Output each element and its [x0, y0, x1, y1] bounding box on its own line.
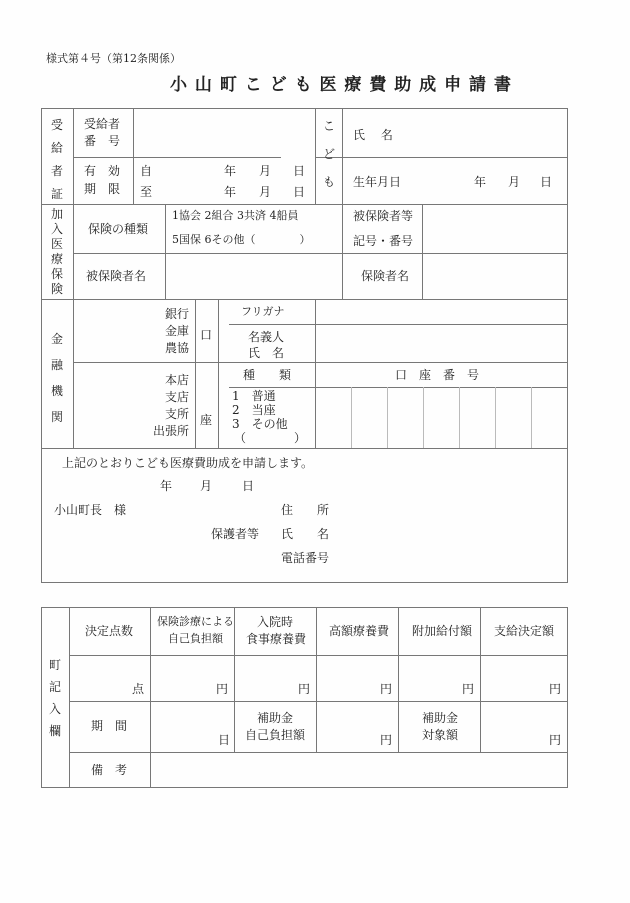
insurer-name-field[interactable]	[423, 254, 567, 298]
header-insured-self-pay: 自己負担額	[168, 632, 223, 645]
child-name-label: 氏 名	[353, 128, 393, 142]
account-type-label: 種 類	[243, 368, 292, 382]
birth-year: 年	[474, 175, 487, 189]
unit-yen: 円	[380, 682, 393, 696]
divider	[315, 108, 316, 204]
divider	[195, 299, 196, 448]
digit-divider	[351, 387, 352, 448]
bank-type-ja: 農協	[165, 341, 190, 355]
birth-day: 日	[540, 175, 553, 189]
insurance-type-options[interactable]: 1協会 2組合 3共済 4船員	[172, 209, 299, 222]
insurance-type-options[interactable]: 5国保 6その他（ ）	[172, 233, 311, 246]
furigana-label: フリガナ	[241, 305, 285, 318]
valid-from-label: 自	[140, 164, 153, 178]
valid-from-year: 年	[224, 164, 237, 178]
remarks-label: 備 考	[91, 763, 128, 777]
divider	[316, 607, 317, 752]
insured-symbol-label: 被保険者等	[353, 209, 414, 223]
town-use-section-label: 町記入欄	[48, 658, 61, 738]
recipient-number-label: 受給者	[84, 117, 121, 131]
subsidy-self-pay-label: 自己負担額	[245, 728, 306, 742]
guardian-name-label: 氏 名	[281, 527, 330, 541]
page-title: 小 山 町 こ ど も 医 療 費 助 成 申 請 書	[170, 75, 512, 95]
branch-type-branch: 支店	[165, 390, 190, 404]
branch-type-office: 出張所	[153, 424, 190, 438]
guardian-label: 保護者等	[211, 527, 260, 541]
header-hospital-meal: 入院時	[257, 615, 294, 629]
form-number: 様式第４号（第12条関係）	[46, 52, 181, 65]
declaration-year: 年	[160, 479, 173, 493]
phone-label: 電話番号	[281, 551, 330, 565]
subsidy-self-pay-unit: 円	[380, 733, 393, 747]
unit-points: 点	[132, 682, 145, 696]
header-insured-self-pay: 保険診療による	[157, 615, 234, 628]
unit-yen: 円	[462, 682, 475, 696]
declaration-day: 日	[242, 479, 255, 493]
valid-to-month: 月	[259, 185, 272, 199]
subsidy-self-pay-label: 補助金	[257, 711, 294, 725]
divider	[73, 157, 281, 158]
recipient-certificate-section-label: 受給者証	[50, 118, 63, 201]
bank-type-shinkin: 金庫	[165, 324, 190, 338]
insurer-name-label: 保険者名	[361, 269, 410, 283]
insured-name-field[interactable]	[166, 254, 341, 298]
financial-institution-section-label: 金融機関	[50, 332, 63, 424]
insured-symbol-label: 記号・番号	[353, 234, 414, 248]
digit-divider	[459, 387, 460, 448]
account-label-bottom: 座	[200, 413, 213, 427]
unit-yen: 円	[298, 682, 311, 696]
validity-label: 有 効	[84, 164, 121, 178]
account-number-label: 口 座 番 号	[395, 368, 480, 382]
unit-yen: 円	[549, 682, 562, 696]
child-birthdate-label: 生年月日	[353, 175, 402, 189]
valid-to-day: 日	[293, 185, 306, 199]
divider	[342, 108, 343, 299]
validity-label: 期 限	[84, 182, 121, 196]
account-type-other-detail: （ ）	[234, 431, 307, 445]
account-type-ordinary[interactable]: 1 普通	[232, 389, 276, 403]
subsidy-target-label: 対象額	[422, 728, 459, 742]
insured-symbol-field[interactable]	[423, 205, 567, 252]
addressee: 小山町長 様	[54, 503, 127, 517]
divider	[69, 607, 70, 788]
divider	[69, 655, 568, 656]
subsidy-target-unit: 円	[549, 733, 562, 747]
valid-to-label: 至	[140, 185, 153, 199]
branch-type-main: 本店	[165, 373, 190, 387]
branch-type-sub: 支所	[165, 407, 190, 421]
valid-to-year: 年	[224, 185, 237, 199]
account-type-other[interactable]: 3 その他	[232, 417, 288, 431]
remarks-field[interactable]	[151, 753, 567, 787]
divider	[316, 157, 568, 158]
account-holder-field[interactable]	[316, 325, 567, 361]
divider	[480, 607, 481, 752]
bank-type-bank: 銀行	[165, 307, 190, 321]
recipient-number-field[interactable]	[134, 109, 314, 156]
account-holder-label: 名義人	[248, 330, 285, 344]
declaration-month: 月	[200, 479, 213, 493]
divider	[41, 448, 568, 449]
branch-name-field[interactable]	[74, 363, 152, 447]
header-decided-points: 決定点数	[85, 624, 134, 638]
insurance-type-label: 保険の種類	[88, 222, 149, 236]
divider	[234, 607, 235, 752]
child-section-label: こども	[322, 119, 335, 189]
account-holder-label: 氏 名	[248, 346, 285, 360]
birth-month: 月	[508, 175, 521, 189]
header-hospital-meal: 食事療養費	[246, 632, 307, 646]
account-label-top: 口	[200, 328, 213, 342]
unit-yen: 円	[216, 682, 229, 696]
header-payment-decision: 支給決定額	[494, 624, 555, 638]
insurance-section-label: 加入医療保険	[50, 207, 63, 296]
address-label: 住 所	[281, 503, 330, 517]
valid-from-day: 日	[293, 164, 306, 178]
account-type-current[interactable]: 2 当座	[232, 403, 276, 417]
digit-divider	[495, 387, 496, 448]
divider	[398, 607, 399, 752]
digit-divider	[387, 387, 388, 448]
digit-divider	[531, 387, 532, 448]
child-name-field[interactable]	[400, 109, 567, 156]
divider	[69, 701, 568, 702]
bank-name-field[interactable]	[74, 300, 164, 361]
period-unit: 日	[218, 733, 231, 747]
header-additional-benefit: 附加給付額	[412, 624, 473, 638]
digit-divider	[423, 387, 424, 448]
declaration-statement: 上記のとおりこども医療費助成を申請します。	[62, 456, 314, 470]
divider	[218, 299, 219, 448]
subsidy-target-label: 補助金	[422, 711, 459, 725]
furigana-field[interactable]	[316, 300, 567, 323]
valid-from-month: 月	[259, 164, 272, 178]
header-high-cost: 高額療養費	[329, 624, 390, 638]
period-label: 期 間	[91, 719, 128, 733]
divider	[229, 387, 568, 388]
insured-name-label: 被保険者名	[86, 269, 147, 283]
recipient-number-label: 番 号	[84, 134, 121, 148]
